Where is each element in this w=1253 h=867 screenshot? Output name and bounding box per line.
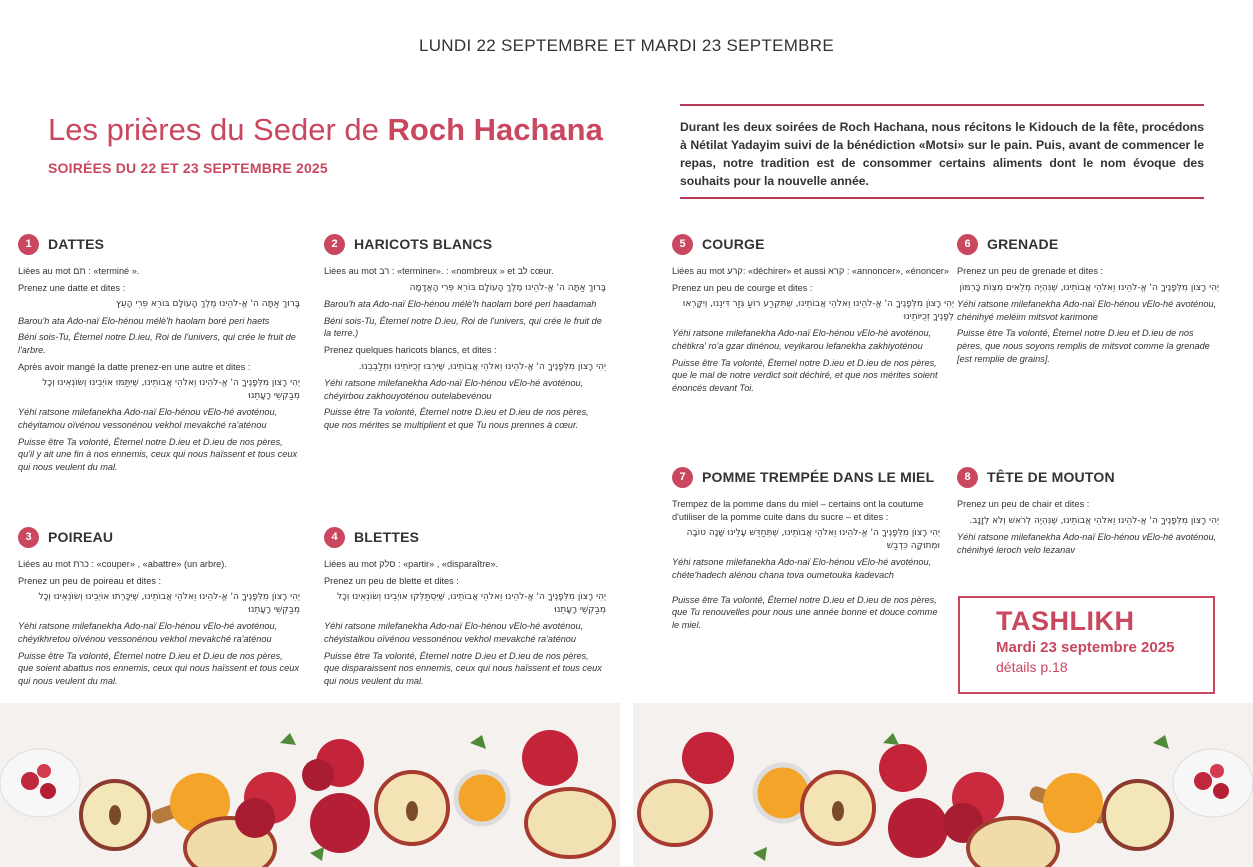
item-tete-de-mouton [957,467,1219,560]
translation: Béni sois-Tu, Éternel notre D.ieu, Roi de l'univers, qui crée le fruit de l'arbre. [18,332,296,355]
translation: Puisse être Ta volonté, Éternel notre D.ieu et D.ieu de nos pères, que disparaissent nos ennemis, ceux qui nous haïssent et tous ceux qui nous veulent du mal. [324,650,602,686]
hebrew-prayer: יְהִי רָצוֹן מִלְּפָנֶיךָ ה' אֱ-לֹהֵינוּ וֵאלֹהֵי אֲבוֹתֵינוּ, שֶׁתְּחַדֵּשׁ עָלֵינוּ שָׁנָה טוֹבָה וּמְתוּקָה כִּדְבַשׁ [686,528,940,551]
transliteration: Yéhi ratsone milefanekha Ado-naï Elo-hénou vElo-hé avoténou, chénihyé meléim mitsvot karimone [957,299,1217,322]
item-title: BLETTES [354,529,420,546]
tashlikh-box [958,596,1215,694]
intro-rule-bottom [680,197,1204,199]
item-number: 5 [672,234,693,255]
item-poireau [18,527,300,691]
item-number: 3 [18,527,39,548]
instruction: Prenez quelques haricots blancs, et dites : [324,344,497,355]
translation: Puisse être Ta volonté, Éternel notre D.ieu et D.ieu de nos pères, que soient abattus nos ennemis, ceux qui nous haïssent et tous ceux qui nous veulent du mal. [18,650,299,686]
hebrew-prayer: יְהִי רָצוֹן מִלְּפָנֶיךָ ה' אֱ-לֹהֵינוּ וֵאלֹהֵי אֲבוֹתֵינוּ, שֶׁיִּתַּמּוּ אוֹיְבֵינוּ וְשׂוֹנְאֵינוּ וְכָל מְבַקְשֵׁי רָעָתֵנוּ [42,378,300,401]
instruction: Prenez un peu de courge et dites : [672,282,813,293]
instruction: Prenez un peu de chair et dites : [957,499,1090,509]
tashlikh-title: TASHLIKH [996,606,1135,636]
translation-continued: [est remplie de grains]. [957,353,1050,364]
translation: Puisse être Ta volonté, Éternel notre D.ieu et D.ieu de nos pères, que le mal de notre verdict soit déchiré, et que nos mérites soient énoncés devant Toi. [672,357,938,393]
intro-rule-top [680,104,1204,106]
title-part-2: Roch Hachana [387,112,603,147]
translation: Puisse être Ta volonté, Éternel notre D.ieu et D.ieu de nos pères, que nos mérites se multiplient et que Tu nous prennes à cœur. [324,407,589,430]
item-number: 2 [324,234,345,255]
instruction: Prenez un peu de grenade et dites : [957,266,1104,276]
instruction: Prenez un peu de poireau et dites : [18,575,162,586]
fruit-illustration-left [0,703,620,867]
hebrew-prayer: יְהִי רָצוֹן מִלְּפָנֶיךָ ה' אֱ-לֹהֵינוּ וֵאלֹהֵי אֲבוֹתֵינוּ, שֶׁתִּקְרַע רוֹעַ גְּזַר דִּינֵנוּ, וְיִקָּרְאוּ לְפָנֶיךָ זְכֻיּוֹתֵינוּ [682,299,954,322]
instruction: Prenez une datte et dites : [18,282,126,293]
item-number: 8 [957,467,978,488]
transliteration: Barou'h ata Ado-naï Elo-hénou mélè'h haolam boré peri haadamah [324,299,597,310]
item-number: 1 [18,234,39,255]
translation: Puisse être Ta volonté, Éternel notre D.ieu et D.ieu de nos pères, que nous soyons remplis de mitsvot comme la grenade [957,328,1210,351]
item-title: POIREAU [48,529,114,546]
transliteration: Yéhi ratsone milefanekha Ado-naï Elo-hénou vElo-hé avoténou, chéyistalkou oïvénou vessonénou vekhol mevakché ra'aténou [324,621,584,644]
transliteration: Yéhi ratsone milefanekha Ado-naï Elo-hénou vElo-hé avoténou, chénihyé leroch velo lezanav [957,532,1217,555]
item-grenade [957,234,1219,369]
title-part-1: Les prières du Seder de [48,112,388,147]
hebrew-prayer: יְהִי רָצוֹן מִלְּפָנֶיךָ ה' אֱ-לֹהֵינוּ וֵאלֹהֵי אֲבוֹתֵינוּ, שֶׁנִּהְיֶה מְלֵאִים מִצְוֹת כָּרִמּוֹן [959,282,1219,293]
transliteration: Yéhi ratsone milefanekha Ado-naï Elo-hénou vElo-hé avoténou, chéte'hadech alénou chana tova oumetouka kadevach [672,557,932,580]
fruit-illustration-right [633,703,1253,867]
item-title: COURGE [702,236,765,253]
item-number: 7 [672,467,693,488]
hebrew-prayer: יְהִי רָצוֹן מִלְּפָנֶיךָ ה' אֱ-לֹהֵינוּ וֵאלֹהֵי אֲבוֹתֵינוּ, שֶׁנִּהְיֶה לְרֹאשׁ וְלֹא לְזָנָב. [969,515,1219,526]
transliteration: Barou'h ata Ado-naï Elo-hénou mélè'h haolam boré peri haets [18,315,270,326]
item-courge [672,234,954,398]
word-origin: Liées au mot קרע: «déchirer» et aussi קרא : «annoncer», «énoncer» [672,266,949,276]
intro-paragraph: Durant les deux soirées de Roch Hachana, nous récitons le Kidouch de la fête, procédons à Nétilat Yadayim suivi de la bénédiction «Motsi» sur le pain. Puis, avant de commencer le repas, notre tradition est de consommer certains aliments dont le nom évoque des souhaits pour la nouvelle année. [680,120,1204,188]
transliteration: Yéhi ratsone milefanekha Ado-naï Elo-hénou vElo-hé avoténou, chétikra' ro'a gzar dinénou, veyikarou lefanekha zakhiyoténou [672,328,932,351]
hebrew-blessing: בָּרוּךְ אַתָּה ה' אֱ-לֹהֵינוּ מֶלֶךְ הָעוֹלָם בּוֹרֵא פְּרִי הָעֵץ [116,299,300,310]
item-blettes [324,527,606,691]
page-title [48,112,603,148]
item-title: TÊTE DE MOUTON [987,469,1115,486]
hebrew-prayer: יְהִי רָצוֹן מִלְּפָנֶיךָ ה' אֱ-לֹהֵינוּ וֵאלֹהֵי אֲבוֹתֵינוּ, שֶׁיִּרְבּוּ זְכֻיּוֹתֵינוּ וּתְלַבְּבֵנוּ. [358,361,606,372]
instruction: Trempez de la pomme dans du miel – certains ont la coutume d'utiliser de la pomme cuite dans du sucre – et dites : [672,499,924,522]
hebrew-prayer: יְהִי רָצוֹן מִלְּפָנֶיךָ ה' אֱ-לֹהֵינוּ וֵאלֹהֵי אֲבוֹתֵינוּ, שֶׁיִּכָּרְתוּ אוֹיְבֵינוּ וְשׂוֹנְאֵינוּ וְכָל מְבַקְשֵׁי רָעָתֵנוּ [38,592,300,615]
item-title: GRENADE [987,236,1059,253]
item-pomme-miel [672,467,940,635]
item-number: 6 [957,234,978,255]
transliteration: Yéhi ratsone milefanekha Ado-naï Elo-hénou vElo-hé avoténou, chéyikhretou oïvénou vessonénou vekhol mevakché ra'aténou [18,621,278,644]
fruit-band-left [0,703,620,867]
item-title: DATTES [48,236,105,253]
date-heading: LUNDI 22 SEPTEMBRE ET MARDI 23 SEPTEMBRE [418,36,835,55]
page-subtitle: SOIRÉES DU 22 ET 23 SEPTEMBRE 2025 [48,160,328,176]
transliteration: Yéhi ratsone milefanekha Ado-naï Elo-hénou vElo-hé avoténou, chéyitamou oïvénou vessonénou vekhol mevakché ra'aténou [18,407,278,430]
hebrew-blessing: בָּרוּךְ אַתָּה ה' אֱ-לֹהֵינוּ מֶלֶךְ הָעוֹלָם בּוֹרֵא פְּרִי הָאֲדָמָה [409,282,606,293]
item-dattes [18,234,300,477]
instruction: Après avoir mangé la datte prenez-en une autre et dites : [18,361,251,372]
translation: Puisse être Ta volonté, Éternel notre D.ieu et D.ieu de nos pères, qu'il y ait une fin à nos ennemis, ceux qui nous haïssent et tous ceux qui nous veulent du mal. [18,436,298,472]
translation: Puisse être Ta volonté, Éternel notre D.ieu et D.ieu de nos pères, que Tu renouvelles pour nous une année bonne et douce comme le miel. [672,594,938,630]
word-origin: Liées au mot סלק : «partir» , «disparaître». [324,559,499,569]
word-origin: Liées au mot תם : «terminé ». [18,266,140,276]
hebrew-prayer: יְהִי רָצוֹן מִלְּפָנֶיךָ ה' אֱ-לֹהֵינוּ וֵאלֹהֵי אֲבוֹתֵינוּ, שֶׁיִּסְתַּלְּקוּ אוֹיְבֵינוּ וְשׂוֹנְאֵינוּ וְכָל מְבַקְשֵׁי רָעָתֵנוּ [337,592,606,615]
item-number: 4 [324,527,345,548]
translation: Béni sois-Tu, Éternel notre D.ieu, Roi de l'univers, qui crée le fruit de la terre.) [324,315,602,339]
tashlikh-details: détails p.18 [996,659,1068,675]
tashlikh-date: Mardi 23 septembre 2025 [996,639,1175,656]
item-title: POMME TREMPÉE DANS LE MIEL [702,469,935,486]
item-haricots-blancs [324,234,606,436]
item-title: HARICOTS BLANCS [354,236,493,253]
fruit-band-right [633,703,1253,867]
word-origin: Liées au mot רב : «terminer». : «nombreux » et לב cœur. [324,266,554,276]
transliteration: Yéhi ratsone milefanekha Ado-naï Elo-hénou vElo-hé avoténou, chéyirbou zakhouyoténou outelabevénou [324,378,584,401]
instruction: Prenez un peu de blette et dites : [324,575,459,586]
word-origin: Liées au mot כרת : «couper» , «abattre» (un arbre). [18,559,227,569]
